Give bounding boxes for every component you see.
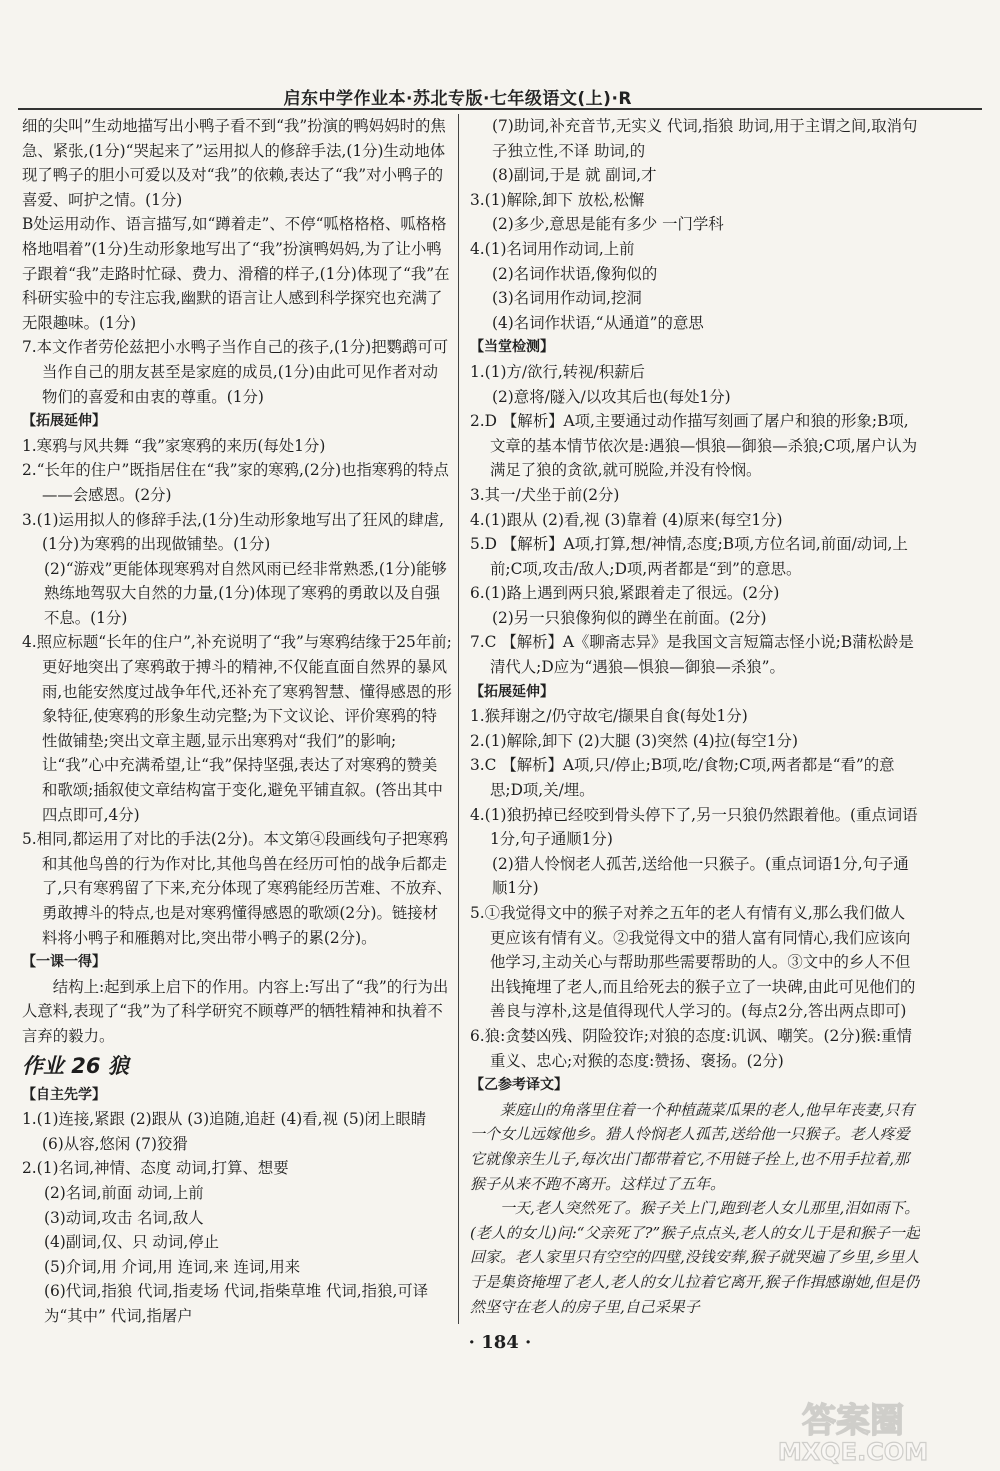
answer-item: 结构上:起到承上启下的作用。内容上:写出了“我”的行为出人意料,表现了“我”为了科学研究不顾尊严的牺牲精神和执着不言弃的毅力。 (22, 977, 449, 1045)
watermark-top-text: 答案圈 (802, 1401, 904, 1441)
answer-item: 2.(1)解除,卸下 (2)大腿 (3)突然 (4)拉(每空1分) (470, 731, 798, 750)
answer-item: B处运用动作、语言描写,如“蹲着走”、不停“呱格格格、呱格格格地唱着”(1分)生动形象地写出了“我”扮演鸭妈妈,为了让小鸭子跟着“我”走路时忙碌、费力、滑稽的样子,(1分)体现了“我”在科研实验中的专注忘我,幽默的语言让人感到科学探究也充满了无限趣味。(1分) (22, 215, 450, 332)
translation-paragraph: 莱庭山的角落里住着一个种植蔬菜瓜果的老人,他早年丧妻,只有一个女儿远嫁他乡。猎人怜悯老人孤苦,送给他一只猴子。老人疼爱它就像亲生儿子,每次出门都带着它,不用链子拴上,也不用手拉着,那猴子从来不跑不离开。这样过了五年。 (470, 1100, 915, 1193)
answer-item: 3.(1)解除,卸下 放松,松懈 (470, 190, 645, 209)
answer-item: 4.(1)狼扔掉已经咬到骨头停下了,另一只狼仍然跟着他。(重点词语1分,句子通顺1分) (470, 805, 918, 849)
answer-item: 7.C 【解析】A《聊斋志异》是我国文言短篇志怪小说;B蒲松龄是清代人;D应为“遇狼—惧狼—御狼—杀狼”。 (470, 633, 914, 677)
answer-item: 5.①我觉得文中的猴子对养之五年的老人有情有义,那么我们做人更应该有情有义。②我觉得文中的猎人富有同情心,我们应该向他学习,主动关心与帮助那些需要帮助的人。③文中的乡人不但出钱掩埋了老人,而且给死去的猴子立了一块碑,由此可见他们的善良与淳朴,这是值得现代人学习的。(每点2分,答出两点即可) (470, 904, 916, 1021)
answer-item: (4)名词作状语,“从通道”的意思 (492, 313, 704, 332)
page-header (0, 70, 1000, 110)
answer-item: 4.(1)跟从 (2)看,视 (3)靠着 (4)原来(每空1分) (470, 510, 783, 529)
answer-item: (2)名词作状语,像狗似的 (492, 264, 658, 283)
right-column (470, 114, 920, 1329)
answer-item: 5.D 【解析】A项,打算,想/神情,态度;B项,方位名词,前面/动词,上前;C项,攻击/敌人;D项,两者都是“到”的意思。 (470, 535, 908, 578)
answer-item: 1.(1)连接,紧跟 (2)跟从 (3)追随,追赶 (4)看,视 (5)闭上眼睛 (6)从容,悠闲 (7)狡猾 (22, 1110, 427, 1153)
header-title: 启东中学作业本·苏北专版·七年级语文(上)·R (283, 89, 632, 109)
left-column (22, 114, 452, 1329)
answer-item: 1.猴拜谢之/仍守故宅/撷果自食(每处1分) (470, 707, 748, 726)
header-rule (18, 108, 982, 110)
watermark-logo (728, 1396, 978, 1466)
answer-item: (2)“游戏”更能体现寒鸦对自然风雨已经非常熟悉,(1分)能够熟练地驾驭大自然的力量,(1分)体现了寒鸦的勇敢以及自强不息。(1分) (44, 559, 447, 627)
translation-paragraph: 一天,老人突然死了。猴子关上门,跑到老人女儿那里,泪如雨下。(老人的女儿)问:“父亲死了?”猴子点点头,老人的女儿于是和猴子一起回家。老人家里只有空空的四壁,没钱安葬,猴子就哭遍了乡里,乡里人于是集资掩埋了老人,老人的女儿拉着它离开,猴子作揖感谢她,但是仍然坚守在老人的房子里,自己采果子 (470, 1199, 920, 1316)
answer-item: (8)副词,于是 就 副词,才 (492, 166, 657, 185)
section-heading: 【乙参考译文】 (470, 1077, 568, 1094)
answer-item: (3)名词用作动词,挖洞 (492, 289, 642, 308)
answer-item: 1.(1)方/欲行,转视/积薪后 (470, 362, 645, 381)
section-heading: 【一课一得】 (22, 954, 106, 971)
answer-item: (2)猎人怜悯老人孤苦,送给他一只猴子。(重点词语1分,句子通顺1分) (492, 854, 909, 898)
section-heading: 【当堂检测】 (470, 339, 554, 356)
answer-item: 3.(1)运用拟人的修辞手法,(1分)生动形象地写出了狂风的肆虐,(1分)为寒鸦的出现做铺垫。(1分) (22, 510, 445, 554)
answer-item: (2)另一只狼像狗似的蹲坐在前面。(2分) (492, 608, 767, 627)
section-heading: 【拓展延伸】 (22, 413, 106, 430)
answer-item: 1.寒鸦与风共舞 “我”家寒鸦的来历(每处1分) (22, 436, 326, 455)
answer-item: 7.本文作者劳伦兹把小水鸭子当作自己的孩子,(1分)把鹦鹉可可当作自己的朋友甚至是家庭的成员,(1分)由此可见作者对动物们的喜爱和由衷的尊重。(1分) (22, 338, 449, 406)
section-heading: 【拓展延伸】 (470, 683, 554, 700)
assignment-title: 作业 26 狼 (22, 1053, 129, 1078)
answer-item: 3.其一/犬坐于前(2分) (470, 485, 620, 504)
answer-item: 5.相同,都运用了对比的手法(2分)。本文第④段画线句子把寒鸦和其他鸟兽的行为作对比,其他鸟兽在经历可怕的战争后都走了,只有寒鸦留了下来,充分体现了寒鸦能经历苦难、不放弃、勇敢搏斗的特点,也是对寒鸦懂得感恩的歌颂(2分)。链接材料将小鸭子和雁鹅对比,突出带小鸭子的累(2分)。 (22, 830, 452, 947)
answer-item: 2.(1)名词,神情、态度 动词,打算、想要 (22, 1159, 289, 1178)
answer-item: 2.“长年的住户”既指居住在“我”家的寒鸦,(2分)也指寒鸦的特点——会感恩。(2分) (22, 461, 449, 504)
answer-item: 3.C 【解析】A项,只/停止;B项,吃/食物;C项,两者都是“看”的意思;D项,关/埋。 (470, 756, 895, 800)
answer-item: (2)意将/隧入/以攻其后也(每处1分) (492, 387, 731, 406)
answer-item: 2.D 【解析】A项,主要通过动作描写刻画了屠户和狼的形象;B项,文章的基本情节依次是:遇狼—惧狼—御狼—杀狼;C项,屠户认为满足了狼的贪欲,就可脱险,并没有怜悯。 (470, 412, 918, 480)
answer-item: (3)动词,攻击 名词,敌人 (44, 1208, 204, 1227)
watermark-bottom-text: MXQE.COM (777, 1438, 929, 1466)
answer-item: 4.(1)名词用作动词,上前 (470, 239, 635, 258)
page-number: · 184 · (468, 1332, 532, 1353)
answer-item: 细的尖叫”生动地描写出小鸭子看不到“我”扮演的鸭妈妈时的焦急、紧张,(1分)“哭起来了”运用拟人的修辞手法,(1分)生动地体现了鸭子的胆小可爱以及对“我”的依赖,表达了“我”对小鸭子的喜爱、呵护之情。(1分) (22, 117, 446, 209)
answer-item: (5)介词,用 介词,用 连词,来 连词,用来 (44, 1257, 301, 1276)
answer-item: (2)多少,意思是能有多少 一门学科 (492, 215, 724, 234)
answer-item: (7)助词,补充音节,无实义 代词,指狼 助词,用于主谓之间,取消句子独立性,不译 助词,的 (492, 117, 918, 160)
answer-item: (6)代词,指狼 代词,指麦场 代词,指柴草堆 代词,指狼,可译为“其中” 代词,指屠户 (44, 1282, 429, 1325)
answer-item: 4.照应标题“长年的住户”,补充说明了“我”与寒鸦结缘于25年前;更好地突出了寒鸦敢于搏斗的精神,不仅能直面自然界的暴风雨,也能安然度过战争年代,还补充了寒鸦智慧、懂得感恩的形象特征,使寒鸦的形象生动完整;为下文议论、评价寒鸦的特性做铺垫;突出文章主题,显示出寒鸦对“我们”的影响;让“我”心中充满希望,让“我”保持坚强,表达了对寒鸦的赞美和歌颂;插叙使文章结构富于变化,避免平铺直叙。(答出其中四点即可,4分) (22, 633, 452, 824)
column-divider (458, 114, 459, 1324)
section-heading: 【自主先学】 (22, 1086, 106, 1103)
answer-item: (4)副词,仅、只 动词,停止 (44, 1233, 219, 1252)
answer-item: 6.(1)路上遇到两只狼,紧跟着走了很远。(2分) (470, 584, 780, 603)
answer-item: 6.狼:贪婪凶残、阴险狡诈;对狼的态度:讥讽、嘲笑。(2分)猴:重情重义、忠心;对猴的态度:赞扬、褒扬。(2分) (470, 1026, 912, 1070)
answer-item: (2)名词,前面 动词,上前 (44, 1183, 204, 1202)
